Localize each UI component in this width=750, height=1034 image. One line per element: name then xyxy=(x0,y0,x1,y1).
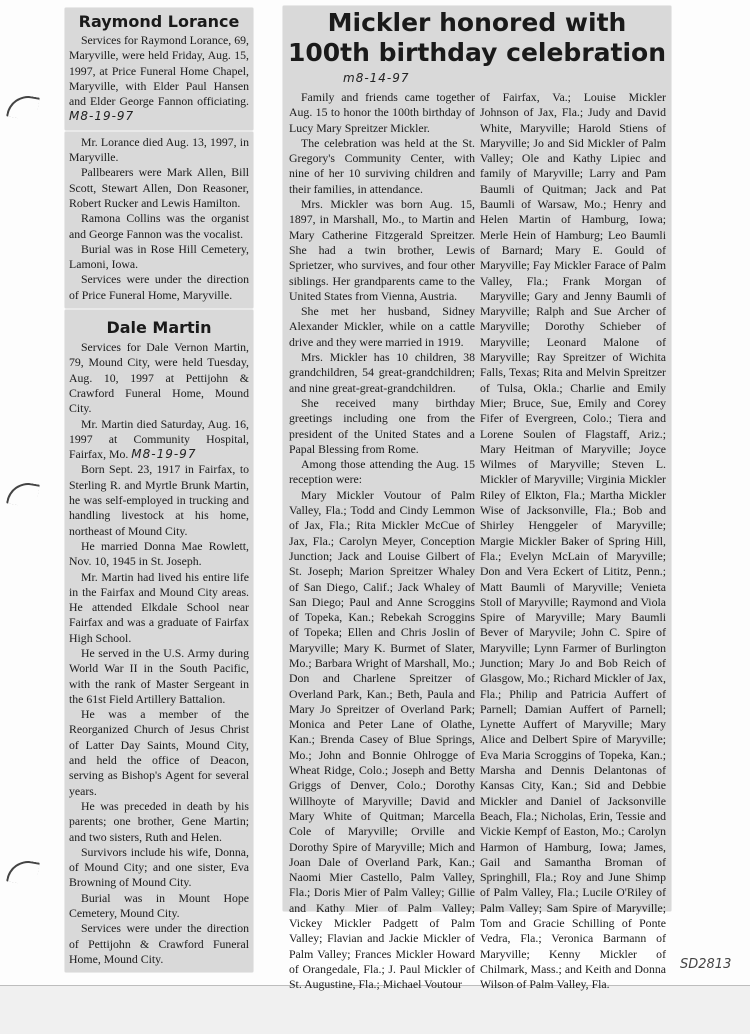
lorance-paragraph: Services for Raymond Lorance, 69, Maryville, were held Friday, Aug. 15, 1997, at Price Funeral Home Chapel, Maryville, with Elder Paul Hansen and Elder George Fannon officiating. M8-19-97 xyxy=(69,33,249,124)
article-paragraph: Mrs. Mickler has 10 children, 38 grandchildren, 54 great-grandchildren; and nine great-great-grandchildren. xyxy=(289,350,475,395)
martin-paragraph: Burial was in Mount Hope Cemetery, Mound City. xyxy=(69,890,249,921)
martin-body xyxy=(69,462,249,967)
headline-line-1: Mickler honored with xyxy=(327,8,627,37)
lorance-paragraph: Ramona Collins was the organist and George Fannon was the vocalist. xyxy=(69,211,249,241)
attendee-list-continued: of Fairfax, Va.; Louise Mickler Johnson of Jax, Fla.; Judy and David White, Maryville; Harold Stiens of Maryville; Jo and Sid Mickler of Palm Valley; Ole and Kathy Lipiec and family of Maryville; Larry and Pam Baumli of Quitman; Jack and Pat Baumli of Warsaw, Mo.; Henry and Helen Martin of Hamburg, Iowa; Merle Hein of Hamburg; Leo Baumli of Barnard; Mary E. Gould of Maryville; Fay Mickler Farace of Palm Valley, Fla.; Frank Morgan of Maryville; Gary and Jenny Baumli of Maryville; Ralph and Sue Archer of Maryville; Dorothy Schieber of Maryville; Leonard Malone of Maryville; Ray Spreitzer of Wichita Falls, Texas; Rita and Melvin Spreitzer of Tulsa, Okla.; Charlie and Emily Mier; Bruce, Sue, Emily and Corey Fifer of Evergreen, Colo.; Tiera and Lorene Soulen of Flagstaff, Ariz.; Mary Heitman of Maryville; Joyce Wilmes of Maryville; Steven L. Mickler of Maryville; Virginia Mickler Riley of Elkton, Fla.; Martha Mickler Wise of Jacksonville, Fla.; Bob and Shirley Henggeler of Maryville; Margie Mickler Baker of Spring Hill, Fla.; Evelyn McLain of Maryville; Don and Vera Eckert of Lititz, Penn.; Matt Baumli of Maryville; Venieta Stoll of Maryville; Raymond and Viola Spire of Maryville; Mary Baumli Bever of Maryvile; John C. Spire of Maryville; Lynn Farmer of Burlington Junction; Mary Jo and Bob Reich of Glasgow, Mo.; Richard Mickler of Jax, Fla.; Philip and Patricia Auffert of Parnell; Damian Auffert of Parnell; Lynette Auffert of Maryville; Mary Alice and Delbert Spire of Maryville; Eva Maria Scroggins of Topeka, Kan.; Marsha and Dennis Delantonas of Kansas City, Kan.; Sid and Debbie Mickler and Daniel of Jacksonville Beach, Fla.; Nicholas, Erin, Tessie and Vickie Kempf of Easton, Mo.; Carolyn Harmon of Hamburg, Iowa; James, Gail and Samantha Broman of Springhill, Fla.; Roy and June Shimp of Palm Valley, Fla.; Lucile O'Riley of Palm Valley; Sam Spire of Maryville; Tom and Gracie Schilling of Ponte Vedra, Fla.; Veronica Barmann of Maryville; Kenny Mickler of Chilmark, Mass.; and Keith and Donna Wilson of Palm Valley, Fla. xyxy=(480,90,666,992)
article-paragraph: The celebration was held at the St. Gregory's Community Center, with nine of her 10 surviving children and their families, in attendance. xyxy=(289,135,475,196)
article-paragraph: She received many birthday greetings including one from the president of the United States and a Papal Blessing from Rome. xyxy=(289,395,475,456)
martin-paragraph: He married Donna Mae Rowlett, Nov. 10, 1945 in St. Joseph. xyxy=(69,538,249,569)
handwritten-date: M8-19-97 xyxy=(69,109,135,124)
lorance-clipping-top xyxy=(65,8,253,130)
martin-paragraph: Mr. Martin had lived his entire life in the Fairfax and Mound City areas. He attended Elkdale School near Fairfax and was a graduate of Fairfax High School. xyxy=(69,569,249,645)
archive-code: SD2813 xyxy=(680,957,732,972)
martin-paragraph: He was preceded in death by his parents; one brother, Gene Martin; and two sisters, Ruth and Helen. xyxy=(69,798,249,844)
article-column-2 xyxy=(480,90,666,993)
lorance-clipping-bottom xyxy=(65,132,253,308)
handwritten-date: M8-19-97 xyxy=(131,447,197,462)
lorance-paragraph: Services were under the direction of Price Funeral Home, Maryville. xyxy=(69,272,249,302)
punch-hole-mark xyxy=(6,93,40,122)
article-paragraph: She met her husband, Sidney Alexander Mickler, while on a cattle drive and they were married in 1919. xyxy=(289,304,475,349)
martin-paragraph: Services were under the direction of Pettijohn & Crawford Funeral Home, Mound City. xyxy=(69,921,249,966)
martin-paragraph: Mr. Martin died Saturday, Aug. 16, 1997 at Community Hospital, Fairfax, Mo. M8-19-97 xyxy=(69,416,249,462)
martin-paragraph: He was a member of the Reorganized Church of Jesus Christ of Latter Day Saints, Mound City, and held the office of Deacon, serving as Bishop's Agent for several years. xyxy=(69,707,249,798)
martin-paragraph: Born Sept. 23, 1917 in Fairfax, to Sterling R. and Myrtle Brunk Martin, he was self-employed in trucking and handling livestock at his home, northeast of Mound City. xyxy=(69,462,249,538)
martin-paragraph: He served in the U.S. Army during World War II in the South Pacific, with the rank of Master Sergeant in the 61st Field Artillery Battalion. xyxy=(69,645,249,706)
punch-hole-mark xyxy=(6,858,40,887)
lorance-paragraph: Pallbearers were Mark Allen, Bill Scott, Stewart Allen, Don Reasoner, Robert Rucker and Lewis Hamilton. xyxy=(69,165,249,210)
martin-paragraph: Survivors include his wife, Donna, of Mound City; and one sister, Eva Browning of Mound City. xyxy=(69,844,249,890)
article-paragraph: Among those attending the Aug. 15 reception were: xyxy=(289,457,475,487)
martin-clipping xyxy=(65,310,253,972)
lorance-paragraph: Mr. Lorance died Aug. 13, 1997, in Maryville. xyxy=(69,134,249,165)
article-paragraph: Family and friends came together Aug. 15 to honor the 100th birthday of Lucy Mary Spreitzer Mickler. xyxy=(289,90,475,135)
headline-line-2: 100th birthday celebration xyxy=(287,38,667,67)
punch-hole-mark xyxy=(6,480,40,509)
article-column-1 xyxy=(289,90,475,993)
mickler-clipping xyxy=(283,6,671,992)
martin-title: Dale Martin xyxy=(106,318,212,338)
martin-paragraph: Services for Dale Vernon Martin, 79, Mound City, were held Tuesday, Aug. 10, 1997 at Pettijohn & Crawford Funeral Home, Mound City. xyxy=(69,340,249,416)
handwritten-date: m8-14-97 xyxy=(343,71,410,85)
lorance-paragraph: Burial was in Rose Hill Cemetery, Lamoni, Iowa. xyxy=(69,241,249,272)
lorance-title: Raymond Lorance xyxy=(78,12,240,31)
article-paragraph: Mrs. Mickler was born Aug. 15, 1897, in Marshall, Mo., to Martin and Mary Catherine Fitzgerald Spreitzer. She had a twin brother, Lewis Sprietzer, who survives, and four other siblings. Her grandparents came to the United States from Vienna, Austria. xyxy=(289,197,475,303)
article-paragraph: Mary Mickler Voutour of Palm Valley, Fla.; Todd and Cindy Lemmon of Jax, Fla.; Rita Mickler McCue of Jax, Fla.; Carolyn Meyer, Conception Junction; Jack and Louise Gilbert of St. Joseph; Marion Spreitzer Whaley of San Diego, Calif.; Jack Whaley of San Diego; Paul and Anne Scroggins of Topeka, Kan.; Rebekah Scroggins of Topeka; Ellen and Chris Joslin of Maryville; Mary K. Burmet of Slater, Mo.; Barbara Wright of Marshall, Mo.; Don and Charlene Spreitzer of Overland Park, Kan.; Beth, Paula and Mary Jo Spreitzer of Overland Park; Monica and Peter Lane of Olathe, Kan.; Brenda Casey of Blue Springs, Mo.; John and Bonnie Ohlrogge of Wheat Ridge, Colo.; Joseph and Betty Griggs of Denver, Colo.; Dorothy Willhoyte of Maryville; David and Mary White of Quitman; Marcella Cole of Maryville; Orville and Dorothy Spire of Maryville; Mich and Joan Dale of Overland Park, Kan.; Naomi Mier Castello, Palm Valley, Fla.; Doris Mier of Palm Valley; Gillie and Kathy Mier of Palm Valley; Vickey Mickler Padgett of Palm Valley; Flavian and Jackie Mickler of Palm Valley; Frances Mickler Howard of Orangedale, Fla.; J. Paul Mickler of St. Augustine, Fla.; Michael Voutour xyxy=(289,487,475,992)
obituaries-column xyxy=(65,8,253,974)
